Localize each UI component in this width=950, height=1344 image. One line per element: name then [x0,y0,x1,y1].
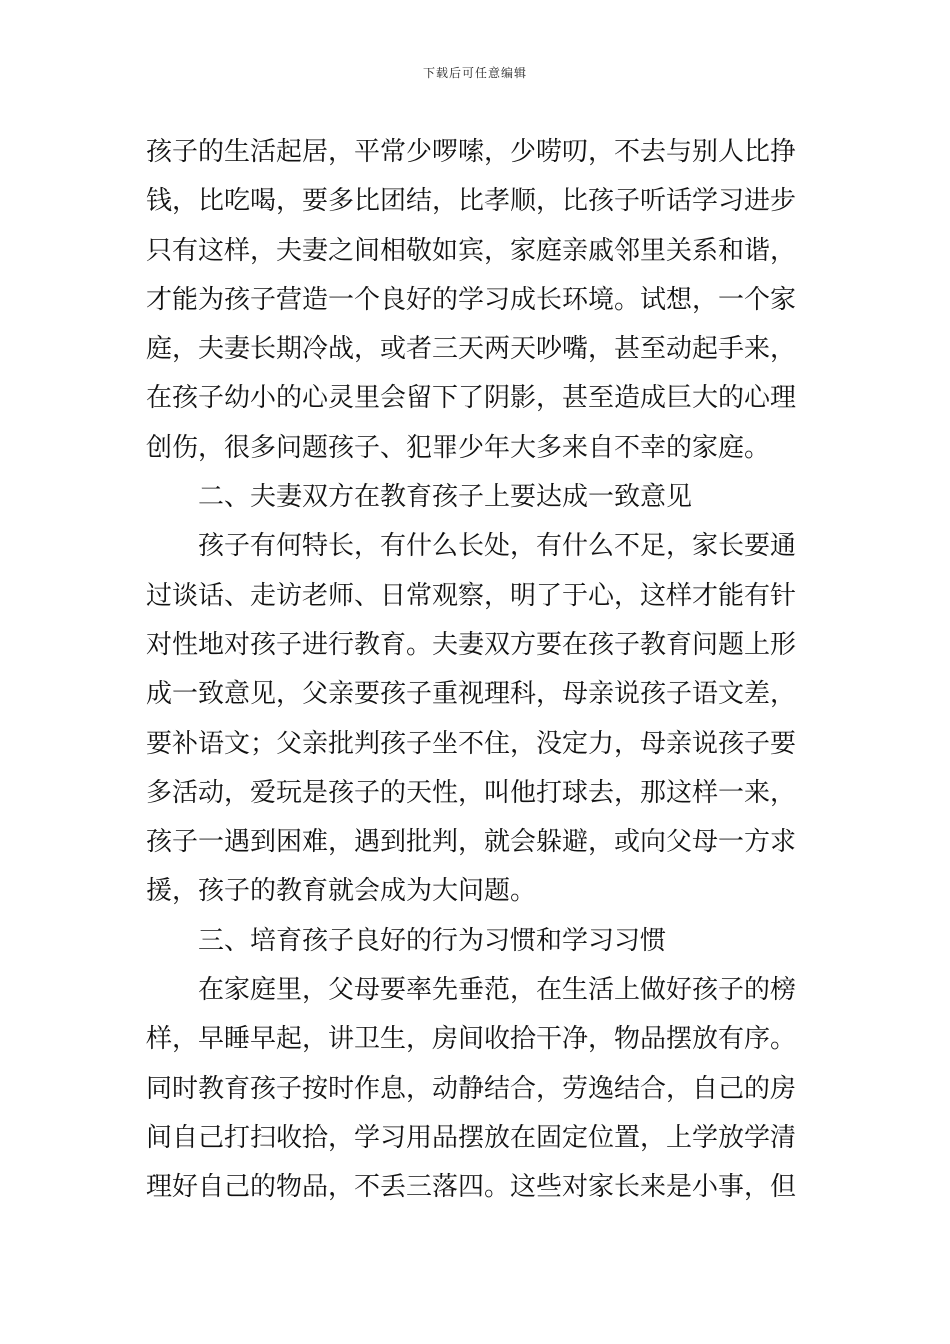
document-body [146,128,816,1213]
text-line: 创伤，很多问题孩子、犯罪少年大多来自不幸的家庭。 [146,432,771,463]
text-line: 孩子有何特长，有什么长处，有什么不足，家长要通 [198,531,797,562]
text-line: 庭，夫妻长期冷战，或者三天两天吵嘴，甚至动起手来， [146,334,797,365]
text-line: 孩子一遇到困难，遇到批判，就会躲避，或向父母一方求 [146,827,797,858]
text-line: 间自己打扫收拾，学习用品摆放在固定位置，上学放学清 [146,1122,797,1153]
text-line: 过谈话、走访老师、日常观察，明了于心，这样才能有针 [146,580,797,611]
text-line: 钱，比吃喝，要多比团结，比孝顺，比孩子听话学习进步 [146,186,797,217]
text-line: 只有这样，夫妻之间相敬如宾，家庭亲戚邻里关系和谐， [146,235,797,266]
text-line: 样，早睡早起，讲卫生，房间收拾干净，物品摆放有序。 [146,1024,797,1055]
text-line: 在家庭里，父母要率先垂范，在生活上做好孩子的榜 [198,975,797,1006]
text-line: 才能为孩子营造一个良好的学习成长环境。试想，一个家 [146,284,797,315]
section-heading: 二、夫妻双方在教育孩子上要达成一致意见 [198,482,693,513]
text-line: 同时教育孩子按时作息，动静结合，劳逸结合，自己的房 [146,1073,797,1104]
text-line: 孩子的生活起居，平常少啰嗦，少唠叨，不去与别人比挣 [146,137,797,167]
text-line: 理好自己的物品，不丢三落四。这些对家长来是小事，但 [146,1172,797,1203]
section-heading: 三、培育孩子良好的行为习惯和学习习惯 [198,925,667,956]
text-line: 要补语文；父亲批判孩子坐不住，没定力，母亲说孩子要 [146,728,797,759]
text-line: 成一致意见，父亲要孩子重视理科，母亲说孩子语文差， [146,679,797,710]
page-header: 下载后可任意编辑 [422,66,527,80]
text-line: 对性地对孩子进行教育。夫妻双方要在孩子教育问题上形 [146,629,797,660]
text-line: 在孩子幼小的心灵里会留下了阴影，甚至造成巨大的心理 [146,383,797,414]
text-line: 援，孩子的教育就会成为大问题。 [146,876,537,907]
text-line: 多活动，爱玩是孩子的天性，叫他打球去，那这样一来， [146,777,797,808]
